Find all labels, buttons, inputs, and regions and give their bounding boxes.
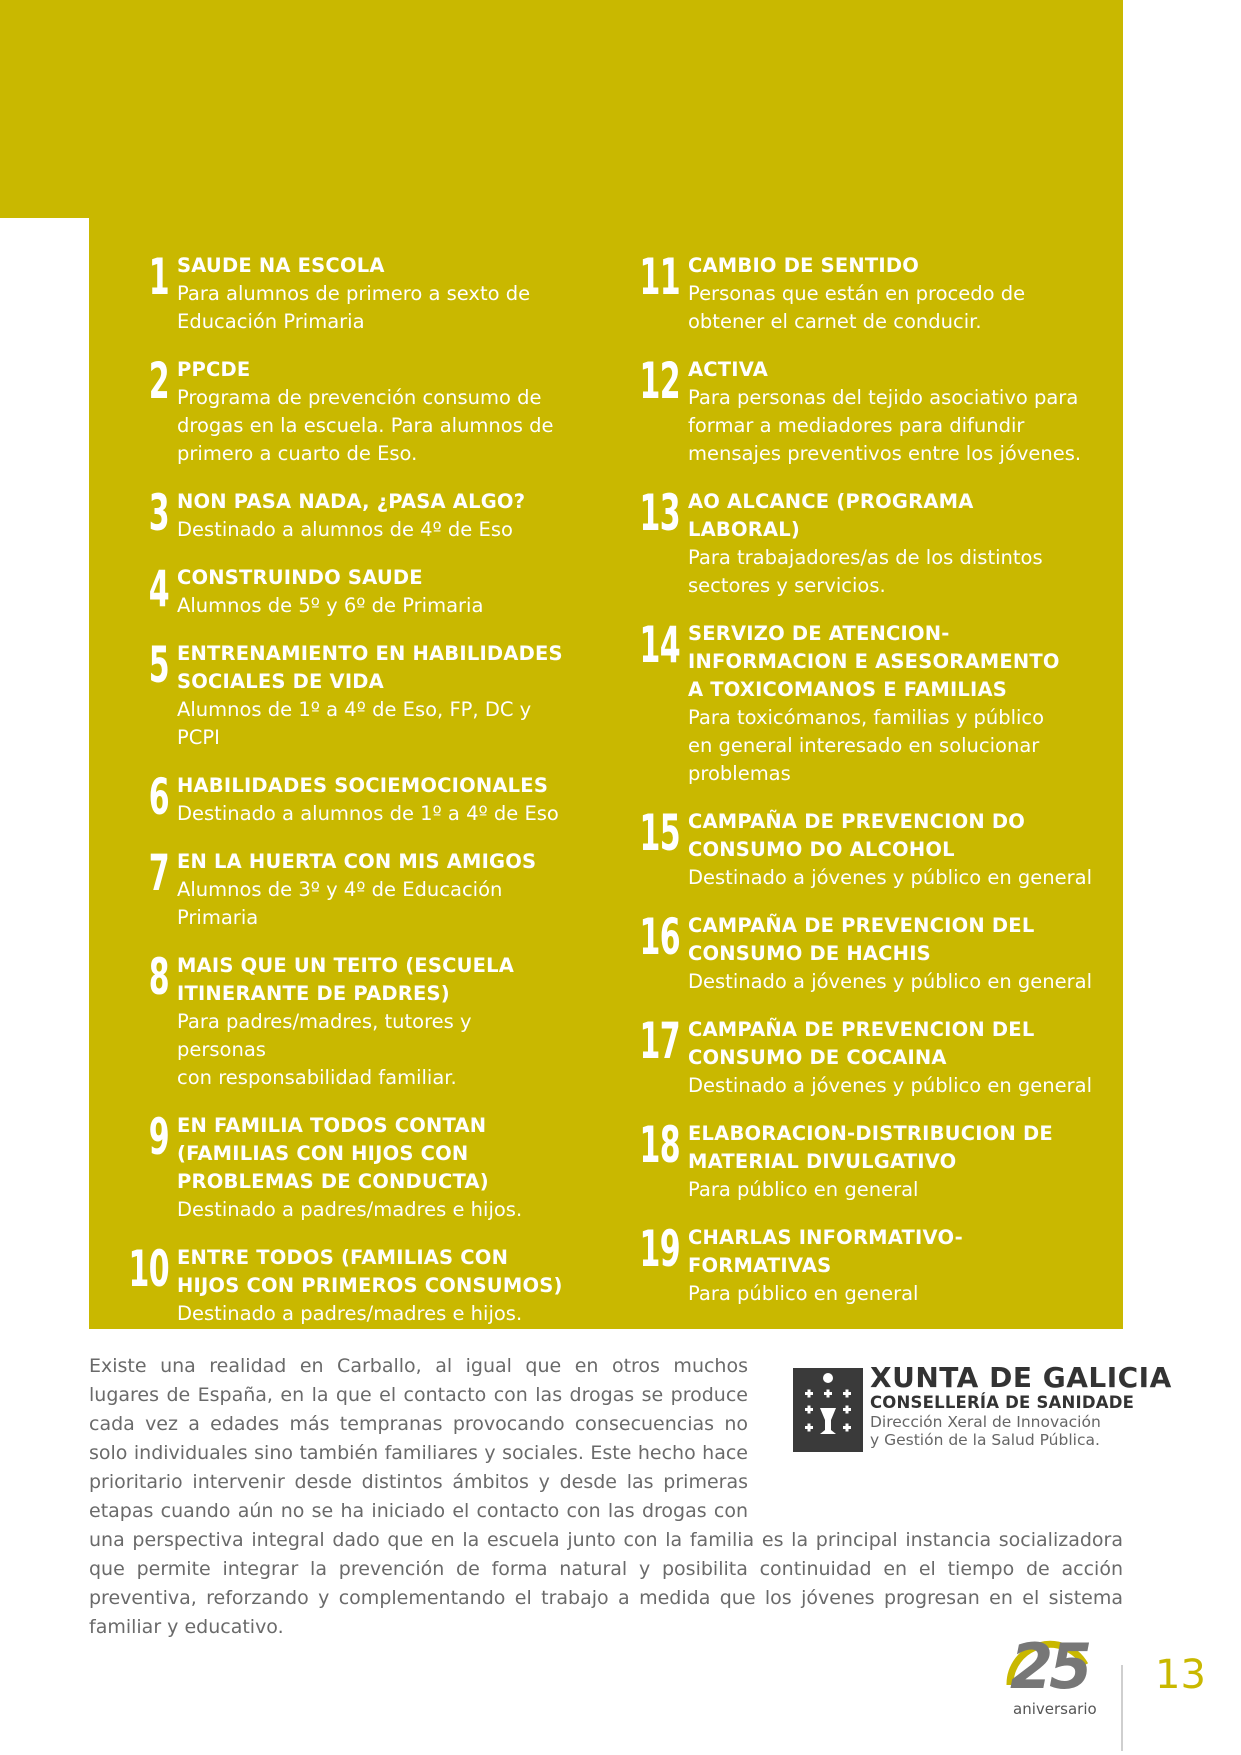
program-item <box>89 248 559 336</box>
shield-icon <box>793 1368 863 1452</box>
program-title: ENTRE TODOS (FAMILIAS CON HIJOS CON PRIMEROS CONSUMOS) <box>177 1246 563 1297</box>
program-number: 18 <box>639 1116 680 1174</box>
anniversary-word: aniversario <box>1013 1700 1097 1718</box>
program-title: PPCDE <box>177 358 251 381</box>
program-description: Destinado a jóvenes y público en general <box>688 866 1093 889</box>
program-item <box>600 248 1120 336</box>
program-description: sectores y servicios. <box>688 574 886 597</box>
program-description: Alumnos de 5º y 6º de Primaria <box>177 594 484 617</box>
program-item <box>89 352 559 468</box>
program-item <box>89 948 559 1092</box>
program-title: ACTIVA <box>688 358 769 381</box>
program-number: 8 <box>148 948 169 1006</box>
program-number: 10 <box>128 1240 169 1298</box>
program-description: Destinado a padres/madres e hijos. <box>177 1198 523 1221</box>
program-item <box>89 768 559 828</box>
logo-department: CONSELLERÍA DE SANIDADE <box>870 1393 1135 1412</box>
xunta-logo-text <box>870 1363 1172 1449</box>
program-description: Educación Primaria <box>177 310 365 333</box>
program-title: HABILIDADES SOCIEMOCIONALES <box>177 774 549 797</box>
program-number: 15 <box>639 804 680 862</box>
program-number: 17 <box>639 1012 680 1070</box>
program-description: con responsabilidad familiar. <box>177 1066 457 1089</box>
program-item <box>89 560 559 620</box>
program-number: 9 <box>148 1108 169 1166</box>
program-description: Para toxicómanos, familias y público <box>688 706 1045 729</box>
program-description: Para público en general <box>688 1178 919 1201</box>
program-item <box>600 484 1120 600</box>
program-item <box>600 1220 1120 1308</box>
program-item <box>600 1012 1120 1100</box>
program-title: CONSTRUINDO SAUDE <box>177 566 423 589</box>
program-description: obtener el carnet de conducir. <box>688 310 982 333</box>
program-title: ENTRENAMIENTO EN HABILIDADES SOCIALES DE VIDA <box>177 642 563 693</box>
program-description: Primaria <box>177 906 259 929</box>
program-number: 12 <box>639 352 680 410</box>
program-title: MAIS QUE UN TEITO (ESCUELA ITINERANTE DE PADRES) <box>177 954 515 1005</box>
logo-subtitle-2: y Gestión de la Salud Pública. <box>870 1431 1100 1449</box>
program-title: SERVIZO DE ATENCION-INFORMACION E ASESORAMENTO A TOXICOMANOS E FAMILIAS <box>688 622 1060 701</box>
program-list-left <box>89 248 563 1328</box>
program-item <box>600 616 1120 788</box>
program-number: 14 <box>639 616 680 674</box>
footer-divider <box>1121 1665 1123 1751</box>
program-title: CHARLAS INFORMATIVO-FORMATIVAS <box>688 1226 963 1277</box>
program-description: Para público en general <box>688 1282 919 1305</box>
program-item <box>600 352 1120 468</box>
program-title: CAMPAÑA DE PREVENCION DEL CONSUMO DE HACHIS <box>688 914 1035 965</box>
program-description: Personas que están en procedo de <box>688 282 1026 305</box>
program-item <box>89 844 559 932</box>
program-number: 13 <box>639 484 680 542</box>
program-description: Para personas del tejido asociativo para <box>688 386 1079 409</box>
program-description: Alumnos de 1º a 4º de Eso, FP, DC y PCPI <box>177 698 532 749</box>
program-description: Destinado a padres/madres e hijos. <box>177 1302 523 1325</box>
program-number: 3 <box>148 484 169 542</box>
logo-subtitle-1: Dirección Xeral de Innovación <box>870 1413 1101 1431</box>
program-description: Alumnos de 3º y 4º de Educación <box>177 878 503 901</box>
program-number: 2 <box>148 352 169 410</box>
program-title: CAMPAÑA DE PREVENCION DEL CONSUMO DE COCAINA <box>688 1018 1035 1069</box>
program-title: AO ALCANCE (PROGRAMA LABORAL) <box>688 490 974 541</box>
program-title: EN LA HUERTA CON MIS AMIGOS <box>177 850 537 873</box>
page-number: 13 <box>1155 1652 1206 1698</box>
anniversary-number: 25 <box>1010 1630 1089 1703</box>
program-description: problemas <box>688 762 791 785</box>
program-title: CAMPAÑA DE PREVENCION DO CONSUMO DO ALCOHOL <box>688 810 1026 861</box>
program-title: ELABORACION-DISTRIBUCION DE MATERIAL DIVULGATIVO <box>688 1122 1053 1173</box>
program-description: Para padres/madres, tutores y personas <box>177 1010 472 1061</box>
program-description: drogas en la escuela. Para alumnos de <box>177 414 554 437</box>
header-color-band <box>0 0 1123 218</box>
program-title: NON PASA NADA, ¿PASA ALGO? <box>177 490 526 513</box>
program-number: 1 <box>148 248 169 306</box>
program-title: EN FAMILIA TODOS CONTAN (FAMILIAS CON HIJOS CON PROBLEMAS DE CONDUCTA) <box>177 1114 489 1193</box>
program-item <box>89 1108 559 1224</box>
program-title: CAMBIO DE SENTIDO <box>688 254 919 277</box>
program-item <box>600 908 1120 996</box>
program-description: Programa de prevención consumo de <box>177 386 542 409</box>
program-number: 4 <box>148 560 169 618</box>
program-item <box>600 1116 1120 1204</box>
program-list-right <box>600 248 1120 1308</box>
program-title: SAUDE NA ESCOLA <box>177 254 385 277</box>
program-number: 6 <box>148 768 169 826</box>
program-description: primero a cuarto de Eso. <box>177 442 418 465</box>
program-item <box>89 484 559 544</box>
xunta-shield-logo <box>793 1368 863 1452</box>
program-description: Para trabajadores/as de los distintos <box>688 546 1043 569</box>
program-number: 16 <box>639 908 680 966</box>
program-item <box>89 1240 563 1328</box>
program-number: 11 <box>639 248 680 306</box>
program-description: formar a mediadores para difundir <box>688 414 1025 437</box>
program-description: Destinado a alumnos de 1º a 4º de Eso <box>177 802 559 825</box>
program-description: Destinado a jóvenes y público en general <box>688 970 1093 993</box>
intro-paragraph-text: Existe una realidad en Carballo, al igual que en otros muchos lugares de España, en la que el contacto con las drogas se produce cada vez a edades más tempranas provocando consecuencias no solo individuales sino también familiares y sociales. Este hecho hace prioritario intervenir desde distintos ámbitos y desde las primeras etapas cuando aún no se ha iniciado el contacto con las drogas con una perspectiva integral dado que en la escuela junto con la familia es la principal instancia socializadora que permite integrar la prevención de forma natural y posibilita continuidad en el tiempo de acción preventiva, reforzando y complementando el trabajo a medida que los jóvenes progresan en el sistema familiar y educativo. <box>89 1355 1123 1638</box>
program-number: 19 <box>639 1220 680 1278</box>
program-item <box>89 636 563 752</box>
program-description: mensajes preventivos entre los jóvenes. <box>688 442 1082 465</box>
program-number: 7 <box>148 844 169 902</box>
program-item <box>600 804 1120 892</box>
program-description: Destinado a alumnos de 4º de Eso <box>177 518 513 541</box>
logo-name: XUNTA DE GALICIA <box>870 1361 1172 1394</box>
program-number: 5 <box>148 636 169 694</box>
program-description: Para alumnos de primero a sexto de <box>177 282 531 305</box>
program-description: en general interesado en solucionar <box>688 734 1040 757</box>
program-description: Destinado a jóvenes y público en general <box>688 1074 1093 1097</box>
